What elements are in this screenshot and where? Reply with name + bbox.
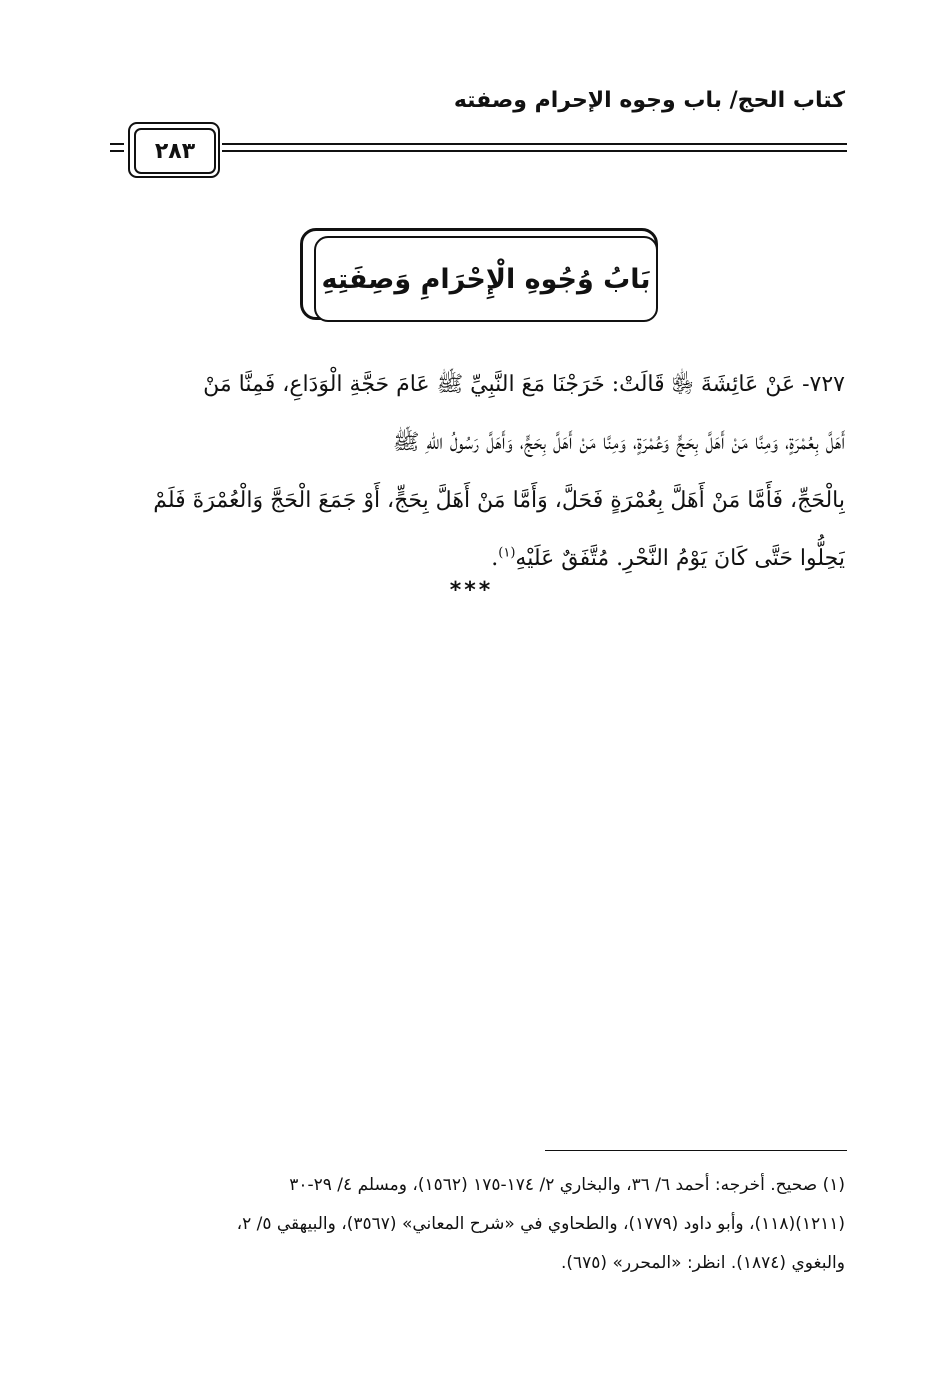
hadith-line: أَهَلَّ بِعُمْرَةٍ، وَمِنَّا مَنْ أَهَلَّ بِحَجٍّ وَعُمْرَةٍ، وَمِنَّا مَنْ أَهَلَّ بِحَجٍّ، وَأَهَلَّ رَسُولُ اللهِ ﷺ — [392, 430, 845, 455]
header-rule-bottom — [222, 150, 847, 152]
header-rule-left-bottom — [110, 150, 124, 152]
footnote-rule — [545, 1150, 847, 1151]
header-rule-left-top — [110, 143, 124, 145]
hadith-end-mark: . — [491, 546, 499, 571]
footnote-line: (١٢١١)(١١٨)، وأبو داود (١٧٧٩)، والطحاوي في «شرح المعاني» (٣٥٦٧)، والبيهقي ٥/ ٢، — [236, 1214, 845, 1234]
footnotes — [100, 1166, 845, 1283]
hadith-line: ٧٢٧- عَنْ عَائِشَةَ ﵂ قَالَتْ: خَرَجْنَا مَعَ النَّبِيِّ ﷺ عَامَ حَجَّةِ الْوَدَاعِ، فَمِنَّا مَنْ — [203, 372, 845, 397]
hadith-line-text: يَحِلُّوا حَتَّى كَانَ يَوْمُ النَّحْرِ. مُتَّفَقٌ عَلَيْهِ — [515, 546, 845, 571]
chapter-title: بَابُ وُجُوهِ الْإِحْرَامِ وَصِفَتِهِ — [314, 236, 658, 322]
header-rule-top — [222, 143, 847, 145]
hadith-line: بِالْحَجِّ، فَأَمَّا مَنْ أَهَلَّ بِعُمْرَةٍ فَحَلَّ، وَأَمَّا مَنْ أَهَلَّ بِحَجٍّ، أَوْ جَمَعَ الْحَجَّ وَالْعُمْرَةَ فَلَمْ — [153, 488, 845, 513]
hadith-text — [100, 356, 845, 588]
running-header: كتاب الحج/ باب وجوه الإحرام وصفته — [453, 88, 845, 113]
page-number: ٢٨٣ — [134, 128, 216, 174]
footnote-line: والبغوي (١٨٧٤). انظر: «المحرر» (٦٧٥). — [560, 1253, 845, 1273]
section-separator: *** — [449, 578, 494, 603]
footnote-line: (١) صحيح. أخرجه: أحمد ٦/ ٣٦، والبخاري ٢/ ١٧٤-١٧٥ (١٥٦٢)، ومسلم ٤/ ٢٩-٣٠ — [289, 1175, 845, 1195]
footnote-reference[interactable]: (١) — [498, 545, 516, 561]
